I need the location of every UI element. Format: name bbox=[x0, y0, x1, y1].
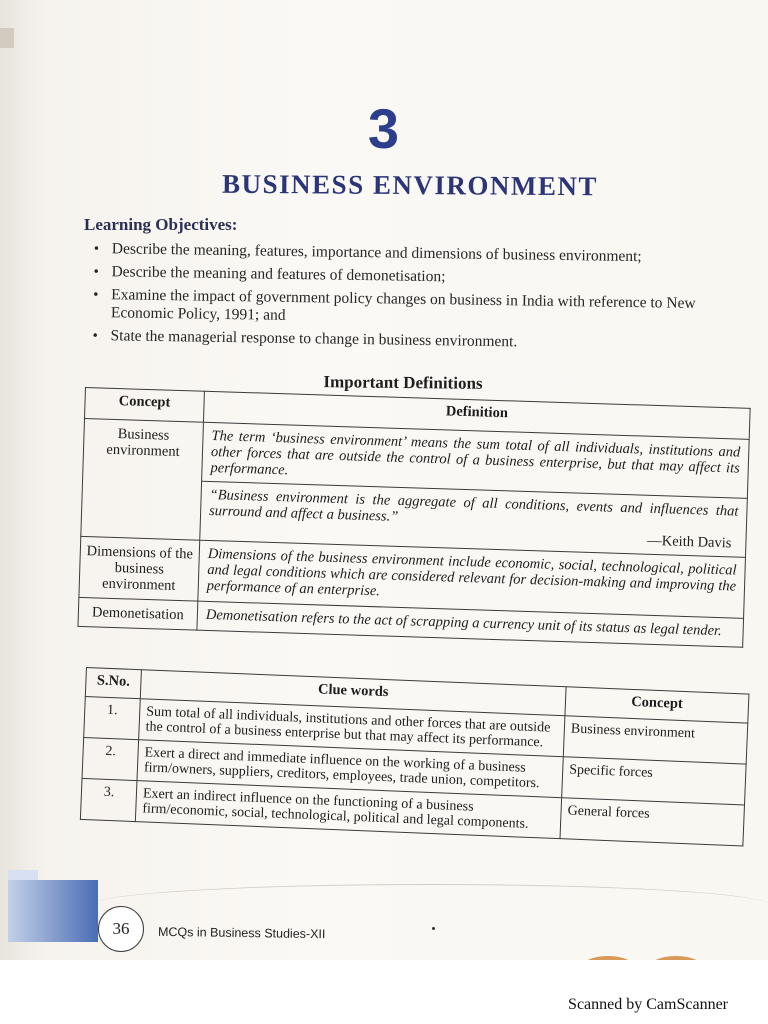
footer-ribbon bbox=[8, 880, 98, 942]
concept-cell: Business environment bbox=[81, 419, 204, 541]
footer-dot bbox=[432, 927, 435, 930]
objective-item: • Examine the impact of government policy changes on business in India with reference to New Economic Policy, 1991; and bbox=[91, 286, 761, 332]
scanner-credit: Scanned by CamScanner bbox=[568, 996, 728, 1013]
column-header-concept: Concept bbox=[85, 388, 205, 423]
sno-cell: 3. bbox=[80, 778, 137, 821]
page-curve-line bbox=[90, 884, 768, 955]
clue-cell: Sum total of all individuals, institutions and other forces that are outside the control of a business enterprise but that may affect its performance. bbox=[139, 699, 565, 757]
clue-cell: Exert an indirect influence on the functioning of a business firm/economic, social, technological, political and legal components. bbox=[135, 781, 561, 839]
column-header-sno: S.No. bbox=[85, 668, 141, 699]
concept-cell: General forces bbox=[560, 798, 744, 846]
quote-text: “Business environment is the aggregate of all conditions, events and influences that surround and affect a business.” bbox=[208, 486, 739, 525]
book-title-footer: MCQs in Business Studies-XII bbox=[157, 924, 326, 942]
concept-cell: Demonetisation bbox=[78, 597, 198, 630]
definitions-table bbox=[77, 387, 750, 648]
learning-objectives-list bbox=[90, 240, 762, 360]
definition-cell: Dimensions of the business environment include economic, social, technological, political and legal conditions which are considered relevant for decision-making and improving the performance of an enterprise. bbox=[198, 540, 746, 618]
quote-attribution: —Keith Davis bbox=[647, 532, 732, 552]
concept-cell: Dimensions of the business environment bbox=[79, 536, 200, 601]
definitions-heading: Important Definitions bbox=[323, 372, 483, 393]
objective-item: • Describe the meaning, features, importance and dimensions of business environment; bbox=[92, 240, 762, 268]
definition-cell: Demonetisation refers to the act of scrapping a currency unit of its status as legal tender. bbox=[197, 601, 744, 647]
page-edge-mark bbox=[0, 28, 14, 48]
scan-margin bbox=[0, 960, 768, 1024]
definition-cell: The term ‘business environment’ means the sum total of all individuals, institutions and other forces that are outside the control of a business enterprise, but that may affect its performance. bbox=[202, 422, 750, 498]
clue-cell: Exert a direct and immediate influence on the working of a business firm/owners, suppliers, creditors, employees, trade union, competitors. bbox=[137, 740, 563, 798]
clue-words-table bbox=[80, 667, 750, 847]
chapter-number: 3 bbox=[367, 97, 401, 160]
sno-cell: 1. bbox=[84, 696, 141, 739]
column-header-definition: Definition bbox=[203, 391, 750, 439]
column-header-clue-words: Clue words bbox=[140, 670, 566, 716]
definitions-table-wrapper bbox=[77, 387, 750, 648]
concept-cell: Business environment bbox=[563, 716, 747, 764]
page-number bbox=[98, 906, 144, 952]
concept-cell: Specific forces bbox=[562, 757, 746, 805]
clue-words-table-wrapper bbox=[80, 667, 750, 847]
chapter-title: BUSINESS ENVIRONMENT bbox=[221, 168, 599, 202]
sno-cell: 2. bbox=[82, 737, 139, 780]
page-number-text: 36 bbox=[112, 919, 130, 938]
objective-item: • State the managerial response to change in business environment. bbox=[90, 327, 760, 355]
column-header-concept: Concept bbox=[565, 687, 749, 723]
objective-item: • Describe the meaning and features of demonetisation; bbox=[91, 263, 761, 291]
learning-objectives-heading: Learning Objectives: bbox=[84, 215, 238, 234]
